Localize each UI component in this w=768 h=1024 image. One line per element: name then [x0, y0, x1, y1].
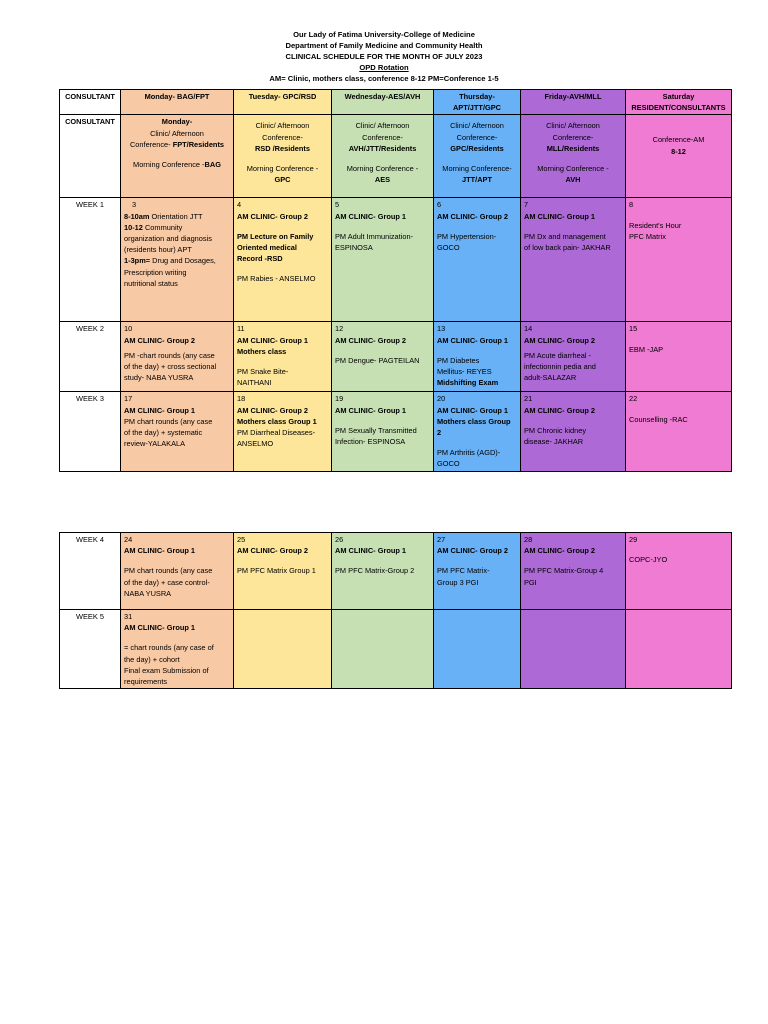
date-number: 4: [237, 200, 242, 210]
day-cell-friday: 21 AM CLINIC- Group 2 PM Chronic kidney disease- JAKHAR: [521, 392, 626, 471]
conference-monday: Monday- Clinic/ Afternoon Conference- FPT/Residents Morning Conference -BAG: [121, 115, 234, 198]
date-number: 17: [124, 394, 133, 404]
day-cell-tuesday: 4 AM CLINIC- Group 2 PM Lecture on Family Oriented medical Record -RSD PM Rabies - ANSELMO: [234, 198, 332, 322]
header-line-2: Department of Family Medicine and Community Health: [285, 41, 483, 50]
date-number: 31: [124, 612, 133, 621]
schedule-table-1: [59, 89, 732, 472]
col-friday: Friday-AVH/MLL: [521, 90, 626, 115]
date-number: 8: [629, 200, 634, 210]
date-number: 5: [335, 200, 340, 210]
header-line-3: CLINICAL SCHEDULE FOR THE MONTH OF JULY 2023: [285, 52, 483, 61]
col-monday: Monday- BAG/FPT: [121, 90, 234, 115]
date-number: 6: [437, 200, 442, 210]
col-wednesday: Wednesday-AES/AVH: [332, 90, 434, 115]
day-cell-saturday: 29 COPC-JYO: [626, 533, 732, 610]
day-cell-saturday: 22 Counselling -RAC: [626, 392, 732, 471]
day-cell-wednesday: 26 AM CLINIC- Group 1 PM PFC Matrix-Group 2: [332, 533, 434, 610]
day-cell-friday: 14 AM CLINIC- Group 2 PM Acute diarrheal - infectionnin pedia and adult-SALAZAR: [521, 322, 626, 392]
date-number: 21: [524, 394, 533, 404]
date-number: 3: [132, 200, 137, 210]
date-number: 11: [237, 324, 245, 334]
day-cell-friday: [521, 610, 626, 689]
day-cell-saturday: 15 EBM -JAP: [626, 322, 732, 392]
date-number: 20: [437, 394, 446, 404]
header-line-4: OPD Rotation: [359, 63, 409, 72]
day-cell-tuesday: 11 AM CLINIC- Group 1 Mothers class PM Snake Bite- NAITHANI: [234, 322, 332, 392]
day-cell-monday: 24 AM CLINIC- Group 1 PM chart rounds (any case of the day) + case control- NABA YUSRA: [121, 533, 234, 610]
header-line-1: Our Lady of Fatima University-College of Medicine: [293, 30, 475, 39]
document-header: [0, 29, 768, 84]
header-line-5: AM= Clinic, mothers class, conference 8-12 PM=Conference 1-5: [269, 74, 499, 83]
week-row: [60, 198, 732, 322]
date-number: 24: [124, 535, 133, 544]
date-number: 14: [524, 324, 533, 334]
date-number: 12: [335, 324, 344, 334]
date-number: 29: [629, 535, 638, 544]
week-row: [60, 392, 732, 471]
day-cell-tuesday: [234, 610, 332, 689]
date-number: 19: [335, 394, 344, 404]
week-label: WEEK 5: [60, 610, 121, 689]
day-cell-saturday: 8 Resident's Hour PFC Matrix: [626, 198, 732, 322]
col-consultant: CONSULTANT: [60, 90, 121, 115]
day-cell-saturday: [626, 610, 732, 689]
date-number: 28: [524, 535, 533, 544]
day-cell-monday: 31 AM CLINIC- Group 1 = chart rounds (any case of the day) + cohort Final exam Submission of requirements: [121, 610, 234, 689]
day-cell-thursday: [434, 610, 521, 689]
col-saturday: Saturday RESIDENT/CONSULTANTS: [626, 90, 732, 115]
conference-row-label: CONSULTANT: [60, 115, 121, 198]
date-number: 27: [437, 535, 446, 544]
date-number: 18: [237, 394, 246, 404]
day-cell-thursday: 27 AM CLINIC- Group 2 PM PFC Matrix- Group 3 PGI: [434, 533, 521, 610]
week-label: WEEK 1: [60, 198, 121, 322]
week-row: [60, 610, 732, 689]
date-number: 13: [437, 324, 446, 334]
day-cell-tuesday: 18 AM CLINIC- Group 2 Mothers class Group 1 PM Diarrheal Diseases- ANSELMO: [234, 392, 332, 471]
conference-friday: Clinic/ Afternoon Conference- MLL/Residents Morning Conference - AVH: [521, 115, 626, 198]
col-thursday: Thursday- APT/JTT/GPC: [434, 90, 521, 115]
day-cell-thursday: 20 AM CLINIC- Group 1 Mothers class Group 2 PM Arthritis (AGD)- GOCO: [434, 392, 521, 471]
schedule-table-2: [59, 532, 732, 689]
date-number: 26: [335, 535, 344, 544]
date-number: 25: [237, 535, 246, 544]
day-cell-monday: 17 AM CLINIC- Group 1 PM chart rounds (any case of the day) + systematic review-YALAKALA: [121, 392, 234, 471]
conference-tuesday: Clinic/ Afternoon Conference- RSD /Residents Morning Conference - GPC: [234, 115, 332, 198]
day-cell-tuesday: 25 AM CLINIC- Group 2 PM PFC Matrix Group 1: [234, 533, 332, 610]
day-cell-monday: 3 8-10am Orientation JTT 10-12 Community organization and diagnosis (residents hour) APT 1-3pm= Drug and Dosages, Prescription writing nutritional status: [121, 198, 234, 322]
date-number: 15: [629, 324, 638, 334]
day-cell-monday: 10 AM CLINIC- Group 2 PM -chart rounds (any case of the day) + cross sectional study- NABA YUSRA: [121, 322, 234, 392]
week-row: [60, 533, 732, 610]
week-label: WEEK 4: [60, 533, 121, 610]
week-row: [60, 322, 732, 392]
day-cell-thursday: 6 AM CLINIC- Group 2 PM Hypertension- GOCO: [434, 198, 521, 322]
day-cell-wednesday: [332, 610, 434, 689]
day-cell-wednesday: 5 AM CLINIC- Group 1 PM Adult Immunization- ESPINOSA: [332, 198, 434, 322]
conference-thursday: Clinic/ Afternoon Conference- GPC/Residents Morning Conference- JTT/APT: [434, 115, 521, 198]
week-label: WEEK 3: [60, 392, 121, 471]
date-number: 10: [124, 324, 133, 334]
day-cell-friday: 7 AM CLINIC- Group 1 PM Dx and management of low back pain- JAKHAR: [521, 198, 626, 322]
conference-saturday: Conference-AM 8-12: [626, 115, 732, 198]
day-cell-friday: 28 AM CLINIC- Group 2 PM PFC Matrix-Group 4 PGI: [521, 533, 626, 610]
date-number: 22: [629, 394, 638, 404]
day-cell-wednesday: 12 AM CLINIC- Group 2 PM Dengue- PAGTEILAN: [332, 322, 434, 392]
week-label: WEEK 2: [60, 322, 121, 392]
conference-row: [60, 115, 732, 198]
day-cell-wednesday: 19 AM CLINIC- Group 1 PM Sexually Transmitted Infection- ESPINOSA: [332, 392, 434, 471]
day-cell-thursday: 13 AM CLINIC- Group 1 PM Diabetes Mellitus- REYES Midshifting Exam: [434, 322, 521, 392]
col-tuesday: Tuesday- GPC/RSD: [234, 90, 332, 115]
date-number: 7: [524, 200, 529, 210]
conference-wednesday: Clinic/ Afternoon Conference- AVH/JTT/Residents Morning Conference - AES: [332, 115, 434, 198]
column-header-row: [60, 90, 732, 115]
